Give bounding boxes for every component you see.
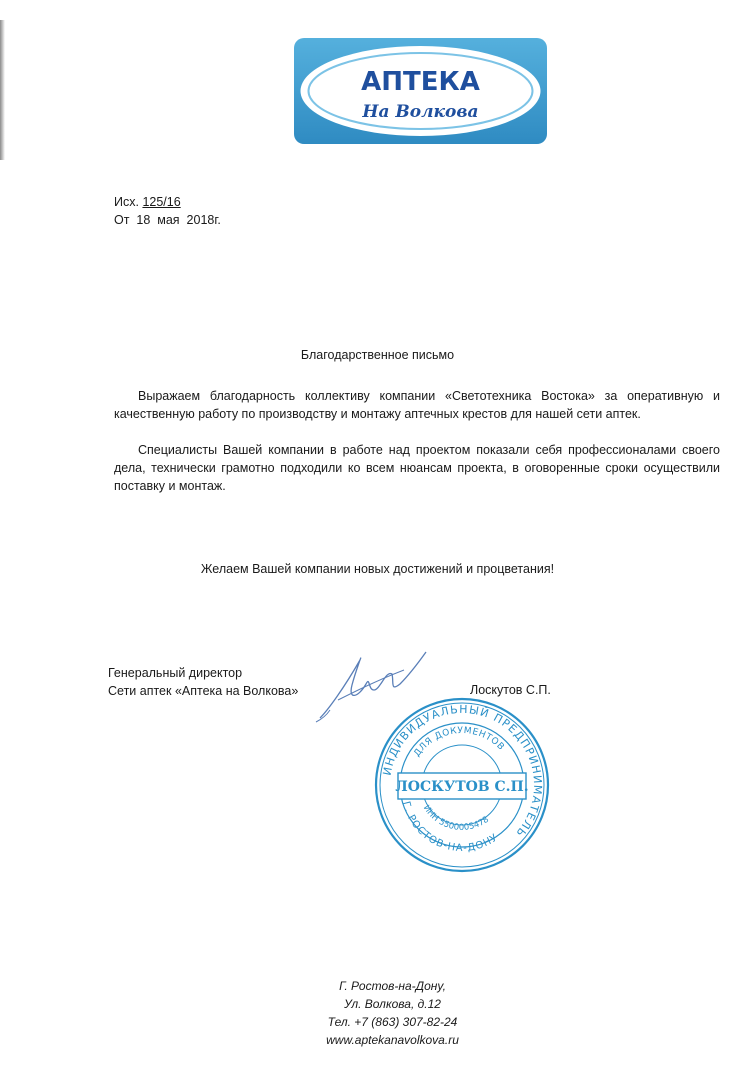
letter-paragraph-1: Выражаем благодарность коллективу компании «Светотехника Востока» за оперативную и качественную работу по производству и монтажу аптечных крестов для нашей сети аптек. [114, 389, 720, 421]
stamp-outer-text: ИНДИВИДУАЛЬНЫЙ ПРЕДПРИНИМАТЕЛЬ [380, 702, 545, 841]
scan-edge-shadow [0, 20, 5, 160]
logo-subtitle: На Волкова [362, 102, 479, 122]
ref-number: 125/16 [142, 195, 181, 209]
logo-title: АПТЕКА [361, 67, 480, 97]
ref-month: мая [157, 213, 180, 227]
stamp-center-name: ЛОСКУТОВ С.П. [395, 779, 529, 795]
stamp-inner-text: ДЛЯ ДОКУМЕНТОВ [412, 725, 507, 759]
ref-year: 2018г. [186, 213, 221, 227]
company-stamp [372, 695, 552, 875]
signer-name: Лоскутов С.П. [470, 683, 551, 697]
letter-paragraph-2: Специалисты Вашей компании в работе над проектом показали себя профессионалами своего дела, технически грамотно подходили ко всем нюансам проекта, в оговоренные сроки осуществили поставку и монтаж. [114, 443, 720, 493]
pharmacy-logo [294, 38, 547, 144]
signer-position [108, 664, 298, 700]
letter-wish: Желаем Вашей компании новых достижений и процветания! [200, 562, 555, 576]
outgoing-reference [114, 193, 221, 229]
ref-prefix: Исх. [114, 195, 139, 209]
footer-contacts [0, 977, 755, 1049]
letter-title: Благодарственное письмо [300, 348, 455, 362]
stamp-inn: ИНН 5500005478 [420, 803, 491, 833]
stamp-city: Г. РОСТОВ-НА-ДОНУ [400, 800, 501, 855]
footer-website[interactable]: www.aptekanavolkova.ru [326, 1033, 459, 1047]
footer-city: Г. Ростов-на-Дону, [339, 979, 446, 993]
svg-text:ИНН 5500005478 [421, 803, 491, 832]
signer-position-line2: Сети аптек «Аптека на Волкова» [108, 684, 299, 698]
signer-position-line1: Генеральный директор [108, 666, 243, 680]
ref-date-prefix: От [114, 213, 130, 227]
ref-day: 18 [136, 213, 151, 227]
footer-phone: Тел. +7 (863) 307-82-24 [327, 1015, 458, 1029]
footer-address: Ул. Волкова, д.12 [344, 997, 441, 1011]
